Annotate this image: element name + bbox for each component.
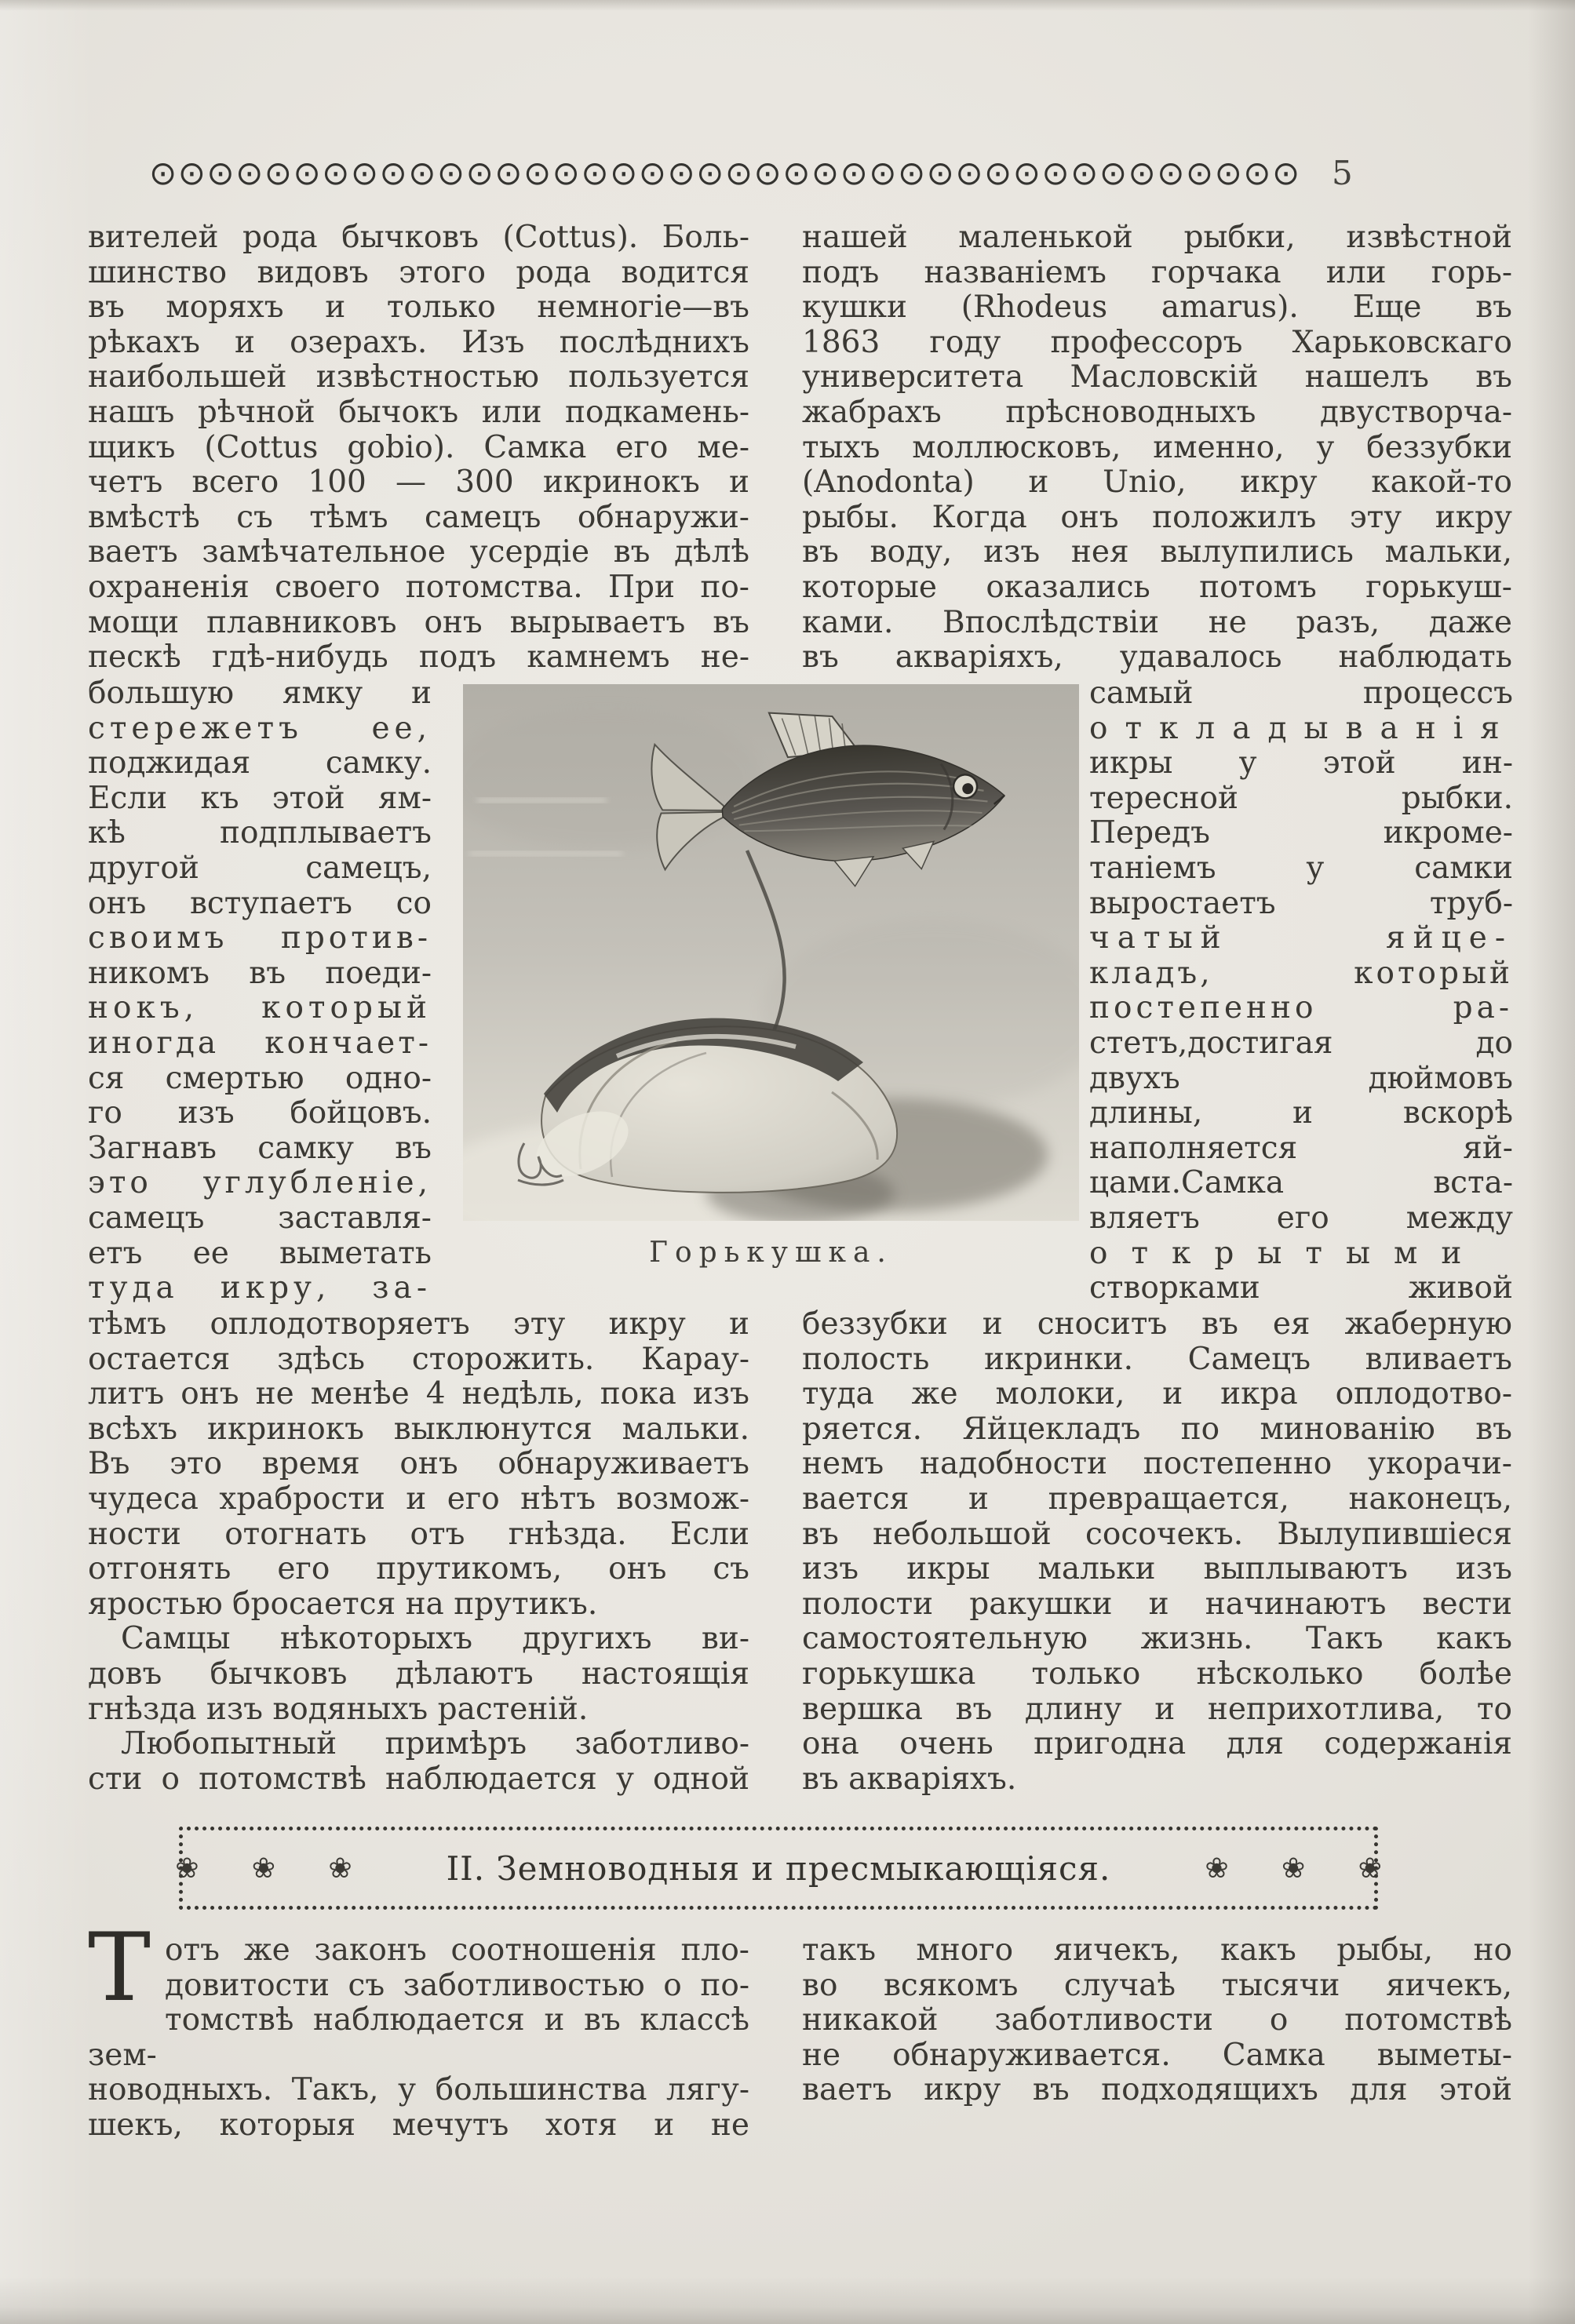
page-number: 5: [1332, 154, 1353, 192]
text-line: чудеса храбрости и его нѣтъ возмож-: [88, 1481, 749, 1517]
text-line: всѣхъ икринокъ выклюнутся мальки.: [88, 1411, 749, 1447]
text-line: остается здѣсь сторожить. Карау-: [88, 1341, 749, 1377]
text-line: кушки (Rhodeus amarus). Еще въ: [802, 290, 1512, 326]
text-line: въ акваріяхъ.: [802, 1761, 1017, 1797]
text-line: литъ онъ не менѣе 4 недѣль, пока изъ: [88, 1376, 749, 1412]
text-line: Въ это время онъ обнаруживаетъ: [88, 1446, 749, 1482]
text-line: етъ ее выметать: [88, 1235, 432, 1271]
text-line: кѣ подплываетъ: [88, 815, 432, 851]
column-right-bottom: [802, 1307, 1512, 1797]
text-line: иногда кончает-: [88, 1025, 432, 1061]
text-line: университета Масловскій нашелъ въ: [802, 359, 1512, 395]
column-right-narrow: [1089, 676, 1517, 1306]
column-right-top: [802, 220, 1512, 676]
text-line: Самцы нѣкоторыхъ другихъ ви-: [121, 1621, 749, 1657]
text-line: самецъ заставля-: [88, 1200, 432, 1236]
text-line: отъ же законъ соотношенія пло-: [165, 1932, 749, 1968]
text-line: туда же молоки, и икра оплодотво-: [802, 1376, 1512, 1412]
text-line: она очень пригодна для содержанія: [802, 1726, 1512, 1762]
text-line: во всякомъ случаѣ тысячи яичекъ,: [802, 1967, 1512, 2003]
text-line: другой самецъ,: [88, 850, 432, 886]
text-line: откладыванія: [1089, 710, 1517, 746]
section2-left-lines: [88, 1914, 749, 2144]
text-line: ности отогнать отъ гнѣзда. Если: [88, 1516, 749, 1552]
text-line: гнѣзда изъ водяныхъ растеній.: [88, 1691, 589, 1727]
divider-title: II. Земноводныя и пресмыкающіяся.: [446, 1849, 1111, 1888]
text-line: икры у этой ин-: [1089, 745, 1513, 781]
text-line: длины, и вскорѣ: [1089, 1095, 1513, 1131]
text-line: рыбы. Когда онъ положилъ эту икру: [802, 499, 1512, 535]
text-line: кладъ, который: [1089, 955, 1513, 991]
text-line: это углубленіе,: [88, 1165, 432, 1201]
text-line: нокъ, который: [88, 990, 432, 1026]
text-line: которые оказались потомъ горькуш-: [802, 569, 1512, 605]
figure-illustration: [463, 684, 1079, 1221]
text-line: немъ надобности постепенно укорачи-: [802, 1446, 1512, 1482]
text-line: наибольшей извѣстностью пользуется: [88, 359, 749, 395]
text-line: ваетъ икру въ подходящихъ для этой: [802, 2072, 1512, 2108]
text-line: большую ямку и: [88, 676, 432, 711]
text-line: Если къ этой ям-: [88, 780, 432, 816]
text-line: вителей рода бычковъ (Cottus). Боль-: [88, 220, 749, 255]
text-line: Передъ икроме-: [1089, 815, 1513, 851]
text-line: полость икринки. Самецъ вливаетъ: [802, 1341, 1512, 1377]
text-line: самостоятельную жизнь. Такъ какъ: [802, 1621, 1512, 1657]
text-line: пескѣ гдѣ-нибудь подъ камнемъ не-: [88, 639, 749, 676]
text-line: сти о потомствѣ наблюдается у одной: [88, 1761, 749, 1797]
figure-caption: Горькушка.: [649, 1237, 893, 1269]
text-line: вмѣстѣ съ тѣмъ самецъ обнаружи-: [88, 499, 749, 535]
text-line: тыхъ моллюсковъ, именно, у беззубки: [802, 429, 1512, 465]
clover-ornament-right: ❀ ❀ ❀: [1205, 1852, 1382, 1885]
text-line: никакой заботливости о потомствѣ: [802, 2002, 1512, 2038]
text-line: въ воду, изъ нея вылупились мальки,: [802, 534, 1512, 570]
section-divider: [175, 1827, 1382, 1910]
column-left-top: [88, 220, 749, 676]
text-line: ками. Впослѣдствіи не разъ, даже: [802, 604, 1512, 640]
text-line: щикъ (Cottus gobio). Самка его ме-: [88, 429, 749, 465]
text-line: наполняется яй-: [1089, 1130, 1513, 1166]
clover-ornament-left: ❀ ❀ ❀: [175, 1852, 352, 1885]
text-line: цами.Самка вста-: [1089, 1165, 1513, 1201]
bitterling-and-mussel-drawing: [463, 684, 1079, 1221]
text-line: нашей маленькой рыбки, извѣстной: [802, 220, 1512, 255]
text-line: въ акваріяхъ, удавалось наблюдать: [802, 639, 1512, 676]
text-line: створками живой: [1089, 1270, 1513, 1306]
text-line: Загнавъ самку въ: [88, 1130, 432, 1166]
text-line: самый процессъ: [1089, 676, 1513, 711]
text-line: своимъ против-: [88, 920, 432, 956]
column-left-narrow: [88, 676, 432, 1306]
text-line: открытыми: [1089, 1235, 1486, 1271]
text-line: Любопытный примѣръ заботливо-: [121, 1726, 749, 1762]
text-line: томствѣ наблюдается и въ классѣ зем-: [88, 2002, 749, 2073]
text-line: тѣмъ оплодотворяетъ эту икру и: [88, 1306, 749, 1342]
text-line: шинство видовъ этого рода водится: [88, 254, 749, 290]
column-left-bottom: [88, 1307, 749, 1797]
text-line: постепенно ра-: [1089, 990, 1513, 1026]
text-line: рѣкахъ и озерахъ. Изъ послѣднихъ: [88, 324, 749, 360]
text-line: стетъ,достигая до: [1089, 1025, 1513, 1061]
text-line: шекъ, которыя мечутъ хотя и не: [88, 2107, 749, 2143]
text-line: выростаетъ труб-: [1089, 885, 1513, 921]
text-line: ся смертью одно-: [88, 1060, 432, 1096]
text-line: горькушка только нѣсколько болѣе: [802, 1656, 1512, 1692]
text-line: стережетъ ее,: [88, 710, 432, 746]
text-line: беззубки и сноситъ въ ея жаберную: [802, 1306, 1512, 1342]
text-line: новодныхъ. Такъ, у большинства лягу-: [88, 2072, 749, 2108]
text-line: нашъ рѣчной бычокъ или подкамень-: [88, 394, 749, 430]
text-line: онъ вступаетъ со: [88, 885, 432, 921]
text-line: подъ названіемъ горчака или горь-: [802, 254, 1512, 290]
text-line: таніемъ у самки: [1089, 850, 1513, 886]
text-line: яростью бросается на прутикъ.: [88, 1586, 598, 1622]
text-line: никомъ въ поеди-: [88, 955, 432, 991]
text-line: такъ много яичекъ, какъ рыбы, но: [802, 1932, 1512, 1968]
text-line: изъ икры мальки выплываютъ изъ: [802, 1551, 1512, 1587]
text-line: охраненія своего потомства. При по-: [88, 569, 749, 605]
text-line: вляетъ его между: [1089, 1200, 1513, 1236]
text-line: мощи плавниковъ онъ вырываетъ въ: [88, 604, 749, 640]
section2-column-left: [88, 1914, 749, 2144]
text-line: довъ бычковъ дѣлаютъ настоящія: [88, 1656, 749, 1692]
text-line: двухъ дюймовъ: [1089, 1060, 1513, 1096]
text-line: 1863 году профессоръ Харьковскаго: [802, 324, 1512, 360]
text-line: въ моряхъ и только немногіе—въ: [88, 290, 749, 326]
text-line: довитости съ заботливостью о по-: [165, 1967, 749, 2003]
text-line: вается и превращается, наконецъ,: [802, 1481, 1512, 1517]
text-line: отгонять его прутикомъ, онъ съ: [88, 1551, 749, 1587]
text-line: ряется. Яйцекладъ по минованію въ: [802, 1411, 1512, 1447]
text-line: въ небольшой сосочекъ. Вылупившіеся: [802, 1516, 1512, 1552]
dropcap-letter: Т: [88, 1914, 151, 2023]
text-line: жабрахъ прѣсноводныхъ двустворча-: [802, 394, 1512, 430]
text-line: туда икру, за-: [88, 1270, 432, 1306]
text-line: полости ракушки и начинаютъ вести: [802, 1586, 1512, 1622]
text-line: поджидая самку.: [88, 745, 432, 781]
text-line: не обнаруживается. Самка выметы-: [802, 2037, 1512, 2073]
text-line: (Anodonta) и Unio, икру какой-то: [802, 464, 1512, 501]
text-line: тересной рыбки.: [1089, 780, 1513, 816]
header-ornament: ⊙⊙⊙⊙⊙⊙⊙⊙⊙⊙⊙⊙⊙⊙⊙⊙⊙⊙⊙⊙⊙⊙⊙⊙⊙⊙⊙⊙⊙⊙⊙⊙⊙⊙⊙⊙⊙⊙⊙⊙: [149, 154, 1301, 192]
text-line: четъ всего 100 — 300 икринокъ и: [88, 464, 749, 501]
section2-column-right: [802, 1933, 1512, 2108]
text-line: го изъ бойцовъ.: [88, 1095, 432, 1131]
text-line: чатый яйце-: [1089, 920, 1513, 956]
text-line: вершка въ длину и неприхотлива, то: [802, 1691, 1512, 1727]
text-line: ваетъ замѣчательное усердіе въ дѣлѣ: [88, 534, 749, 570]
